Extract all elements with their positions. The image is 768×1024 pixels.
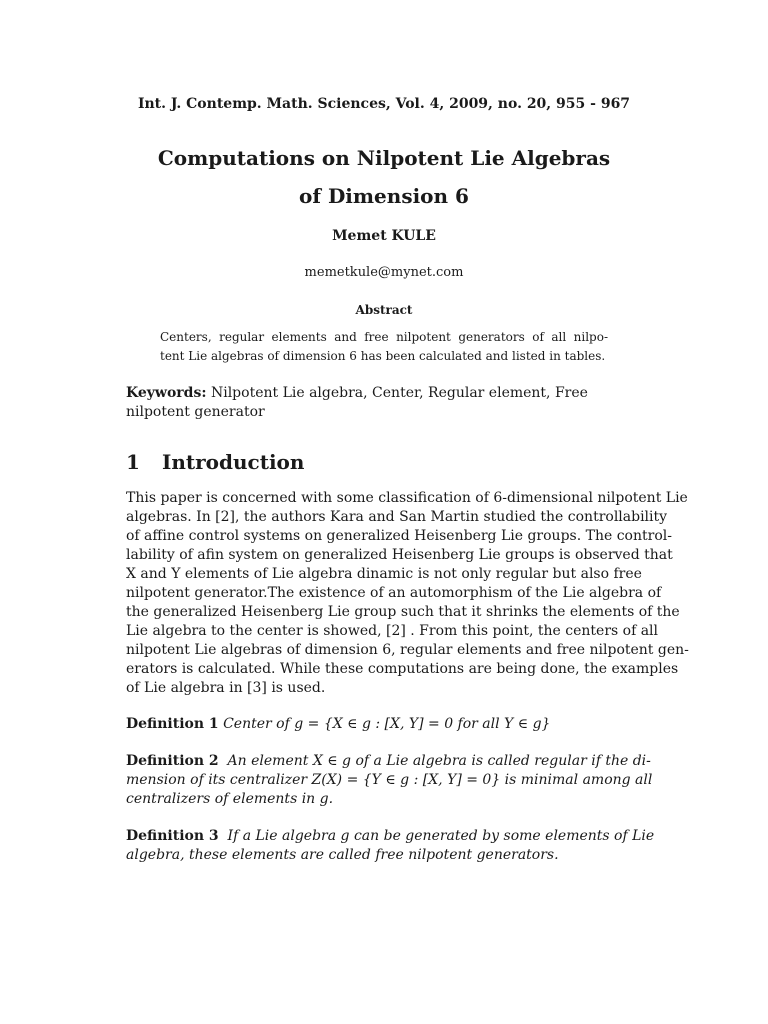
definition-label: Definition 3 <box>126 828 219 844</box>
paragraph-line: erators is calculated. While these computations are being done, the examples <box>126 661 679 677</box>
paragraph-line: lability of afin system on generalized Heisenberg Lie groups is observed that <box>126 547 673 563</box>
abstract-heading: Abstract <box>355 303 413 317</box>
definition-label: Definition 1 <box>126 716 219 732</box>
keywords-text: Nilpotent Lie algebra, Center, Regular element, Free nilpotent generator <box>126 385 588 420</box>
section-title: Introduction <box>162 450 305 474</box>
paragraph-line: the generalized Heisenberg Lie group such that it shrinks the elements of the <box>126 604 680 620</box>
introduction-paragraph <box>126 489 689 698</box>
paper-title-line-1: Computations on Nilpotent Lie Algebras <box>157 146 611 170</box>
definition-text: If a Lie algebra g can be generated by some elements of Lie <box>227 828 655 844</box>
section-heading <box>126 450 304 474</box>
paragraph-line: algebras. In [2], the authors Kara and San Martin studied the controllability <box>126 509 668 525</box>
definition-text: An element X ∈ g of a Lie algebra is called regular if the di- <box>227 753 651 769</box>
definition-3 <box>126 827 655 865</box>
definition-line: centralizers of elements in g. <box>126 791 334 807</box>
keywords-label: Keywords: <box>126 385 207 401</box>
paragraph-line: nilpotent generator.The existence of an automorphism of the Lie algebra of <box>126 585 662 601</box>
definition-text: Center of g = {X ∈ g : [X, Y] = 0 for all Y ∈ g} <box>223 716 551 732</box>
definition-line <box>126 827 655 846</box>
paragraph-line: X and Y elements of Lie algebra dinamic is not only regular but also free <box>126 566 642 582</box>
paragraph-line: This paper is concerned with some classification of 6-dimensional nilpotent Lie <box>126 490 688 506</box>
paragraph-line: Lie algebra to the center is showed, [2] . From this point, the centers of all <box>126 623 659 639</box>
paragraph-line: of affine control systems on generalized Heisenberg Lie groups. The control- <box>126 528 672 544</box>
author-email: memetkule@mynet.com <box>304 265 464 280</box>
keywords <box>126 384 624 422</box>
paragraph-line: of Lie algebra in [3] is used. <box>126 680 326 696</box>
abstract-line: tent Lie algebras of dimension 6 has been calculated and listed in tables. <box>160 349 606 363</box>
paper-title-line-2: of Dimension 6 <box>299 184 469 208</box>
definition-1 <box>126 715 624 734</box>
abstract-body <box>160 328 608 366</box>
author-name: Memet KULE <box>332 228 436 244</box>
definition-line: algebra, these elements are called free nilpotent generators. <box>126 847 559 863</box>
definition-label: Definition 2 <box>126 753 219 769</box>
paragraph-line: nilpotent Lie algebras of dimension 6, regular elements and free nilpotent gen- <box>126 642 689 658</box>
definition-2 <box>126 752 653 809</box>
section-number: 1 <box>126 450 140 474</box>
definition-line <box>126 752 651 771</box>
abstract-line: Centers, regular elements and free nilpotent generators of all nilpo- <box>160 330 608 344</box>
definition-line: mension of its centralizer Z(X) = {Y ∈ g : [X, Y] = 0} is minimal among all <box>126 772 653 788</box>
journal-citation: Int. J. Contemp. Math. Sciences, Vol. 4, 2009, no. 20, 955 - 967 <box>137 96 631 112</box>
